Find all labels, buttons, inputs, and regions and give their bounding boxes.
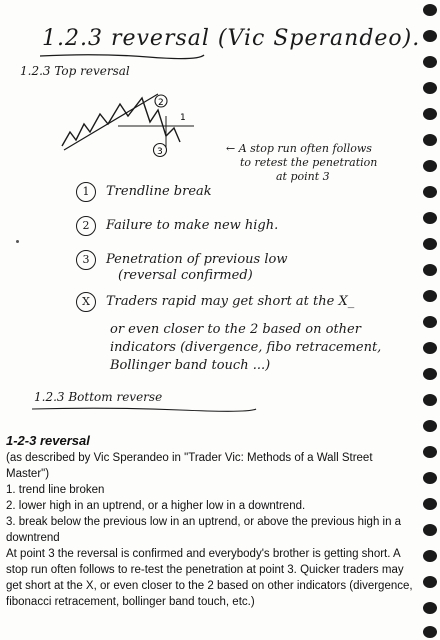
summary-title: 1-2-3 reversal [6, 433, 90, 448]
step-text: Penetration of previous low [106, 252, 288, 267]
point-1-label: 1 [180, 113, 186, 123]
summary-line: 1. trend line broken [6, 484, 105, 496]
stop-run-note [226, 142, 426, 184]
handwritten-title: 1.2.3 reversal (Vic Sperandeo). [42, 26, 421, 51]
step-x-continuation: indicators (divergence, fibo retracement, [110, 340, 382, 355]
top-reversal-sketch [58, 88, 208, 158]
top-reversal-heading: 1.2.3 Top reversal [20, 64, 130, 78]
stray-dot [16, 240, 19, 243]
note-line: to retest the penetration [240, 156, 378, 169]
point-3-label: 3 [157, 147, 163, 157]
step-text: Failure to make new high. [106, 218, 279, 233]
step-3 [76, 250, 287, 270]
summary-line: At point 3 the reversal is confirmed and everybody's brother is getting short. A stop run often follows to re-test the penetration at point 3. Quicker traders may get short at the X, or even closer to the 2 based on other indicators (divergence, fibonacci retracement, bollinger band touch, etc.) [6, 548, 413, 608]
point-2-label: 2 [158, 98, 164, 108]
step-1 [76, 182, 212, 202]
step-number: 3 [76, 250, 96, 270]
step-number: X [76, 292, 96, 312]
note-line: ← A stop run often follows [226, 142, 372, 155]
step-2 [76, 216, 278, 236]
bottom-reversal-heading: 1.2.3 Bottom reverse [34, 390, 163, 404]
bottom-heading-underline [30, 406, 260, 412]
summary-line: 2. lower high in an uptrend, or a higher low in a downtrend. [6, 500, 306, 512]
title-underline [38, 52, 208, 60]
step-number: 1 [76, 182, 96, 202]
summary-line: 3. break below the previous low in an uptrend, or above the previous high in a downtrend [6, 516, 402, 544]
typed-summary [6, 432, 414, 610]
step-text: Trendline break [106, 184, 212, 199]
step-x-continuation: Bollinger band touch ...) [110, 358, 271, 373]
step-3-continuation: (reversal confirmed) [118, 268, 253, 283]
step-number: 2 [76, 216, 96, 236]
note-line: at point 3 [276, 170, 330, 183]
step-x [76, 292, 354, 312]
summary-line: (as described by Vic Sperandeo in "Trader Vic: Methods of a Wall Street Master") [6, 452, 373, 480]
step-text: Traders rapid may get short at the X_ [106, 294, 355, 309]
spiral-binding [414, 0, 440, 640]
step-x-continuation: or even closer to the 2 based on other [110, 322, 361, 337]
